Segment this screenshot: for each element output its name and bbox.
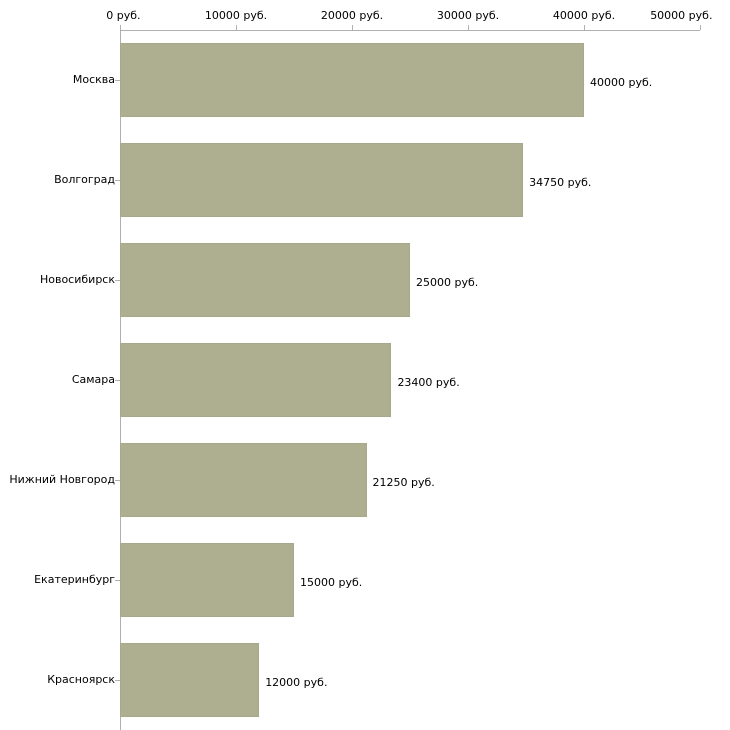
bar-value-label: 23400 руб. (397, 376, 460, 389)
x-tick-label: 40000 руб. (552, 9, 616, 22)
y-tick-mark (115, 280, 120, 281)
y-tick-mark (115, 580, 120, 581)
bar[interactable] (120, 143, 523, 217)
y-tick-mark (115, 80, 120, 81)
category-label: Волгоград (54, 173, 115, 186)
bar-value-label: 40000 руб. (590, 76, 653, 89)
bar-value-label: 21250 руб. (372, 476, 435, 489)
category-label: Екатеринбург (34, 573, 115, 586)
category-label: Новосибирск (39, 273, 115, 286)
bar-value-label: 12000 руб. (265, 676, 328, 689)
y-tick-mark (115, 180, 120, 181)
x-tick-mark (236, 25, 237, 30)
bar[interactable] (120, 343, 391, 417)
y-tick-mark (115, 380, 120, 381)
y-tick-mark (115, 480, 120, 481)
x-axis-line (120, 30, 700, 31)
category-label: Самара (71, 373, 115, 386)
x-tick-label: 30000 руб. (436, 9, 500, 22)
x-tick-mark (468, 25, 469, 30)
bar-value-label: 15000 руб. (300, 576, 363, 589)
bar[interactable] (120, 643, 259, 717)
bar[interactable] (120, 543, 294, 617)
x-tick-label: 50000 руб. (650, 9, 713, 22)
bar[interactable] (120, 43, 584, 117)
x-tick-mark (120, 25, 121, 30)
bar[interactable] (120, 443, 367, 517)
x-tick-label: 20000 руб. (320, 9, 384, 22)
category-label: Москва (72, 73, 115, 86)
category-label: Нижний Новгород (9, 473, 115, 486)
x-tick-label: 10000 руб. (204, 9, 268, 22)
x-tick-mark (700, 25, 701, 30)
bar[interactable] (120, 243, 410, 317)
category-label: Красноярск (47, 673, 115, 686)
x-tick-mark (352, 25, 353, 30)
y-tick-mark (115, 680, 120, 681)
bar-value-label: 34750 руб. (529, 176, 592, 189)
x-tick-label: 0 руб. (106, 9, 141, 22)
x-tick-mark (584, 25, 585, 30)
bar-value-label: 25000 руб. (416, 276, 479, 289)
